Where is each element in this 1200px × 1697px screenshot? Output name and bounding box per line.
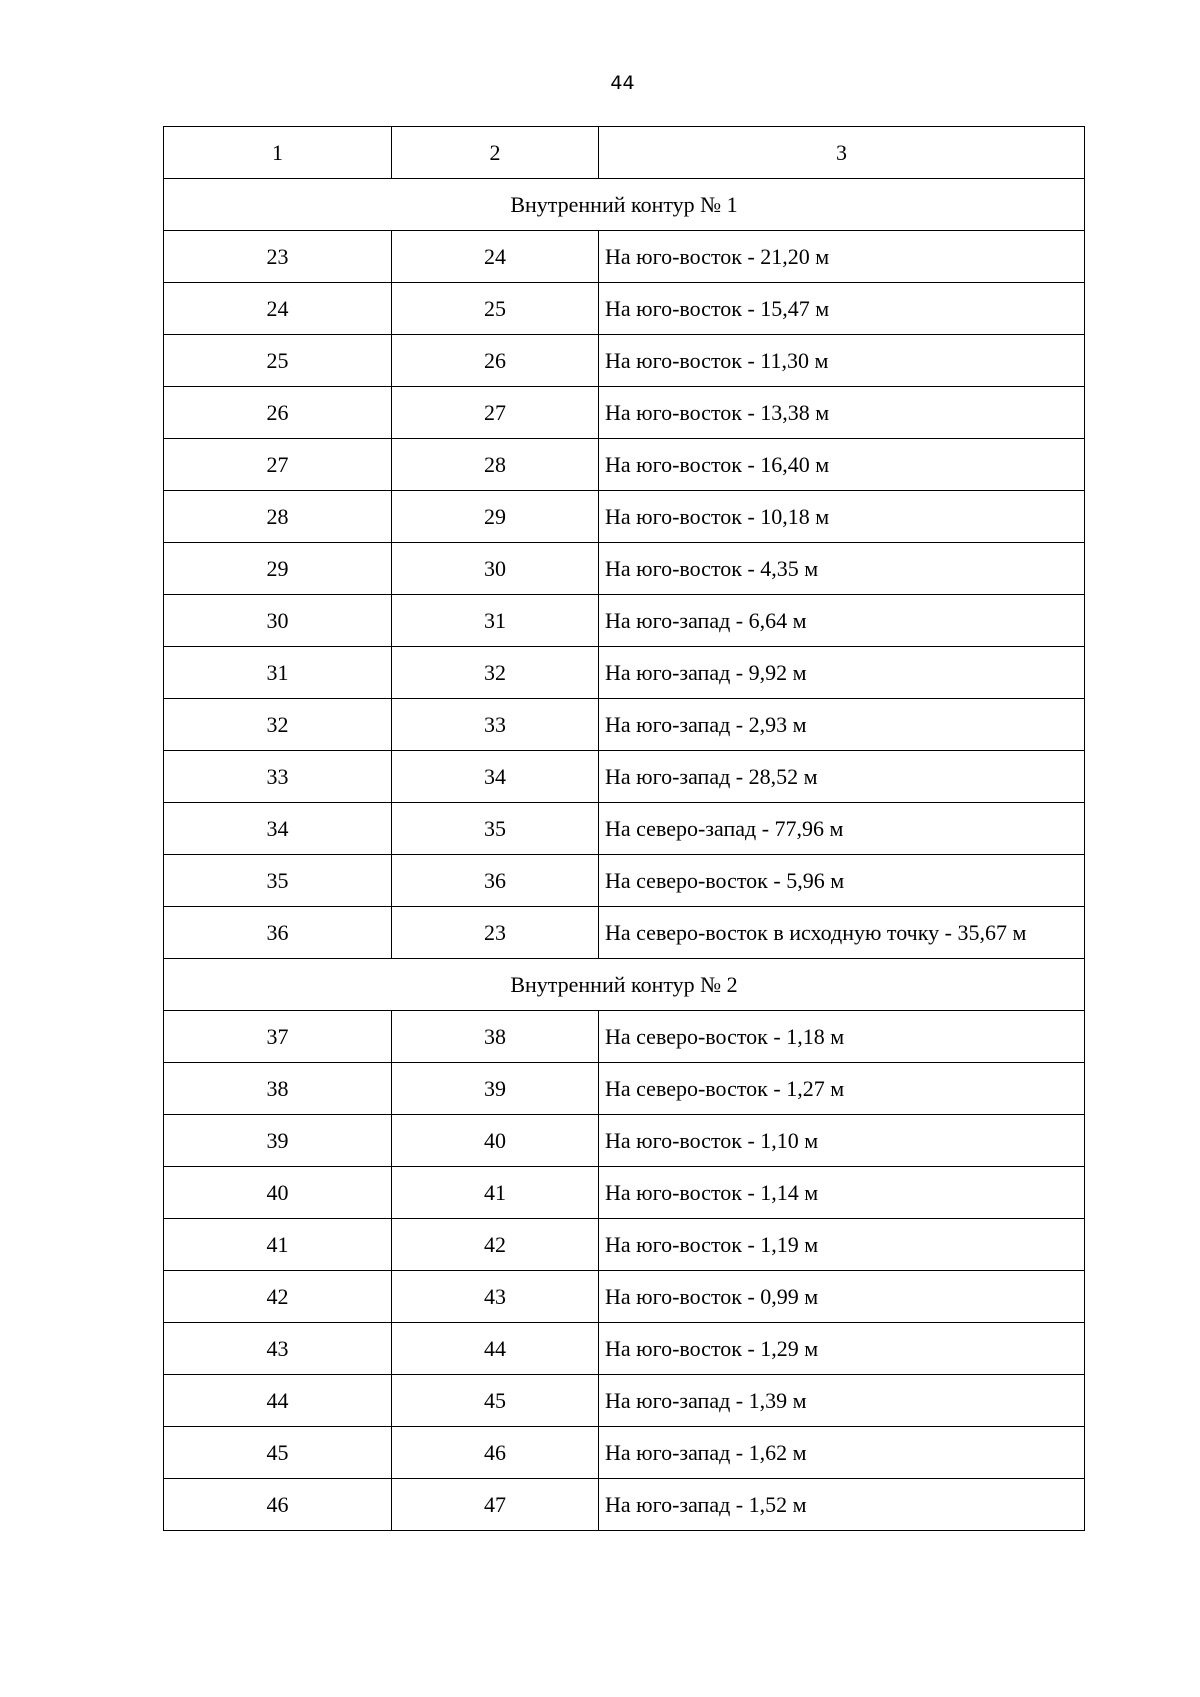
from-point-cell: 36	[164, 907, 392, 959]
table-row	[164, 647, 1085, 699]
from-point-cell: 42	[164, 1271, 392, 1323]
section-title-row	[164, 179, 1085, 231]
to-point-cell: 23	[392, 907, 599, 959]
from-point-cell: 26	[164, 387, 392, 439]
to-point-cell: 26	[392, 335, 599, 387]
to-point-cell: 46	[392, 1427, 599, 1479]
header-cell-2: 2	[392, 127, 599, 179]
table-row	[164, 1375, 1085, 1427]
direction-distance-cell: На северо-запад - 77,96 м	[599, 803, 1085, 855]
to-point-cell: 30	[392, 543, 599, 595]
table-row	[164, 803, 1085, 855]
from-point-cell: 24	[164, 283, 392, 335]
table-row	[164, 1427, 1085, 1479]
section-title-2: Внутренний контур № 2	[164, 959, 1085, 1011]
to-point-cell: 33	[392, 699, 599, 751]
table-row	[164, 1323, 1085, 1375]
from-point-cell: 23	[164, 231, 392, 283]
direction-distance-cell: На северо-восток в исходную точку - 35,67 м	[599, 907, 1085, 959]
table-row	[164, 751, 1085, 803]
direction-distance-cell: На северо-восток - 1,18 м	[599, 1011, 1085, 1063]
from-point-cell: 31	[164, 647, 392, 699]
from-point-cell: 39	[164, 1115, 392, 1167]
table-row	[164, 387, 1085, 439]
table-row	[164, 907, 1085, 959]
from-point-cell: 43	[164, 1323, 392, 1375]
table-row	[164, 1271, 1085, 1323]
direction-distance-cell: На юго-восток - 13,38 м	[599, 387, 1085, 439]
direction-distance-cell: На северо-восток - 1,27 м	[599, 1063, 1085, 1115]
from-point-cell: 28	[164, 491, 392, 543]
to-point-cell: 27	[392, 387, 599, 439]
direction-distance-cell: На юго-восток - 15,47 м	[599, 283, 1085, 335]
table-row	[164, 1219, 1085, 1271]
to-point-cell: 39	[392, 1063, 599, 1115]
from-point-cell: 35	[164, 855, 392, 907]
to-point-cell: 24	[392, 231, 599, 283]
to-point-cell: 31	[392, 595, 599, 647]
table-row	[164, 231, 1085, 283]
table-row	[164, 1479, 1085, 1531]
direction-distance-cell: На юго-запад - 6,64 м	[599, 595, 1085, 647]
direction-distance-cell: На юго-восток - 16,40 м	[599, 439, 1085, 491]
table-row	[164, 1011, 1085, 1063]
table-row	[164, 1115, 1085, 1167]
to-point-cell: 28	[392, 439, 599, 491]
from-point-cell: 34	[164, 803, 392, 855]
direction-distance-cell: На юго-запад - 1,52 м	[599, 1479, 1085, 1531]
from-point-cell: 32	[164, 699, 392, 751]
boundary-table	[163, 126, 1085, 1531]
section-title-1: Внутренний контур № 1	[164, 179, 1085, 231]
direction-distance-cell: На юго-восток - 1,29 м	[599, 1323, 1085, 1375]
direction-distance-cell: На юго-восток - 1,14 м	[599, 1167, 1085, 1219]
from-point-cell: 44	[164, 1375, 392, 1427]
direction-distance-cell: На юго-запад - 28,52 м	[599, 751, 1085, 803]
from-point-cell: 46	[164, 1479, 392, 1531]
from-point-cell: 25	[164, 335, 392, 387]
header-row	[164, 127, 1085, 179]
from-point-cell: 27	[164, 439, 392, 491]
table-row	[164, 855, 1085, 907]
table-row	[164, 1167, 1085, 1219]
to-point-cell: 35	[392, 803, 599, 855]
to-point-cell: 34	[392, 751, 599, 803]
to-point-cell: 42	[392, 1219, 599, 1271]
from-point-cell: 41	[164, 1219, 392, 1271]
from-point-cell: 37	[164, 1011, 392, 1063]
direction-distance-cell: На юго-запад - 9,92 м	[599, 647, 1085, 699]
to-point-cell: 45	[392, 1375, 599, 1427]
direction-distance-cell: На юго-восток - 1,10 м	[599, 1115, 1085, 1167]
table-row	[164, 543, 1085, 595]
to-point-cell: 40	[392, 1115, 599, 1167]
direction-distance-cell: На юго-восток - 10,18 м	[599, 491, 1085, 543]
table-row	[164, 595, 1085, 647]
table-row	[164, 1063, 1085, 1115]
direction-distance-cell: На юго-восток - 4,35 м	[599, 543, 1085, 595]
table-row	[164, 699, 1085, 751]
section-title-row	[164, 959, 1085, 1011]
direction-distance-cell: На юго-восток - 21,20 м	[599, 231, 1085, 283]
table-row	[164, 439, 1085, 491]
direction-distance-cell: На юго-запад - 1,39 м	[599, 1375, 1085, 1427]
from-point-cell: 40	[164, 1167, 392, 1219]
from-point-cell: 38	[164, 1063, 392, 1115]
direction-distance-cell: На юго-восток - 1,19 м	[599, 1219, 1085, 1271]
direction-distance-cell: На северо-восток - 5,96 м	[599, 855, 1085, 907]
to-point-cell: 43	[392, 1271, 599, 1323]
from-point-cell: 45	[164, 1427, 392, 1479]
to-point-cell: 44	[392, 1323, 599, 1375]
table-row	[164, 283, 1085, 335]
to-point-cell: 38	[392, 1011, 599, 1063]
to-point-cell: 25	[392, 283, 599, 335]
table-body	[164, 127, 1085, 1531]
table-row	[164, 491, 1085, 543]
direction-distance-cell: На юго-восток - 11,30 м	[599, 335, 1085, 387]
header-cell-1: 1	[164, 127, 392, 179]
table-row	[164, 335, 1085, 387]
from-point-cell: 33	[164, 751, 392, 803]
direction-distance-cell: На юго-восток - 0,99 м	[599, 1271, 1085, 1323]
header-cell-3: 3	[599, 127, 1085, 179]
to-point-cell: 36	[392, 855, 599, 907]
to-point-cell: 29	[392, 491, 599, 543]
direction-distance-cell: На юго-запад - 2,93 м	[599, 699, 1085, 751]
to-point-cell: 47	[392, 1479, 599, 1531]
from-point-cell: 29	[164, 543, 392, 595]
to-point-cell: 41	[392, 1167, 599, 1219]
to-point-cell: 32	[392, 647, 599, 699]
direction-distance-cell: На юго-запад - 1,62 м	[599, 1427, 1085, 1479]
page-number: 44	[610, 72, 635, 94]
from-point-cell: 30	[164, 595, 392, 647]
